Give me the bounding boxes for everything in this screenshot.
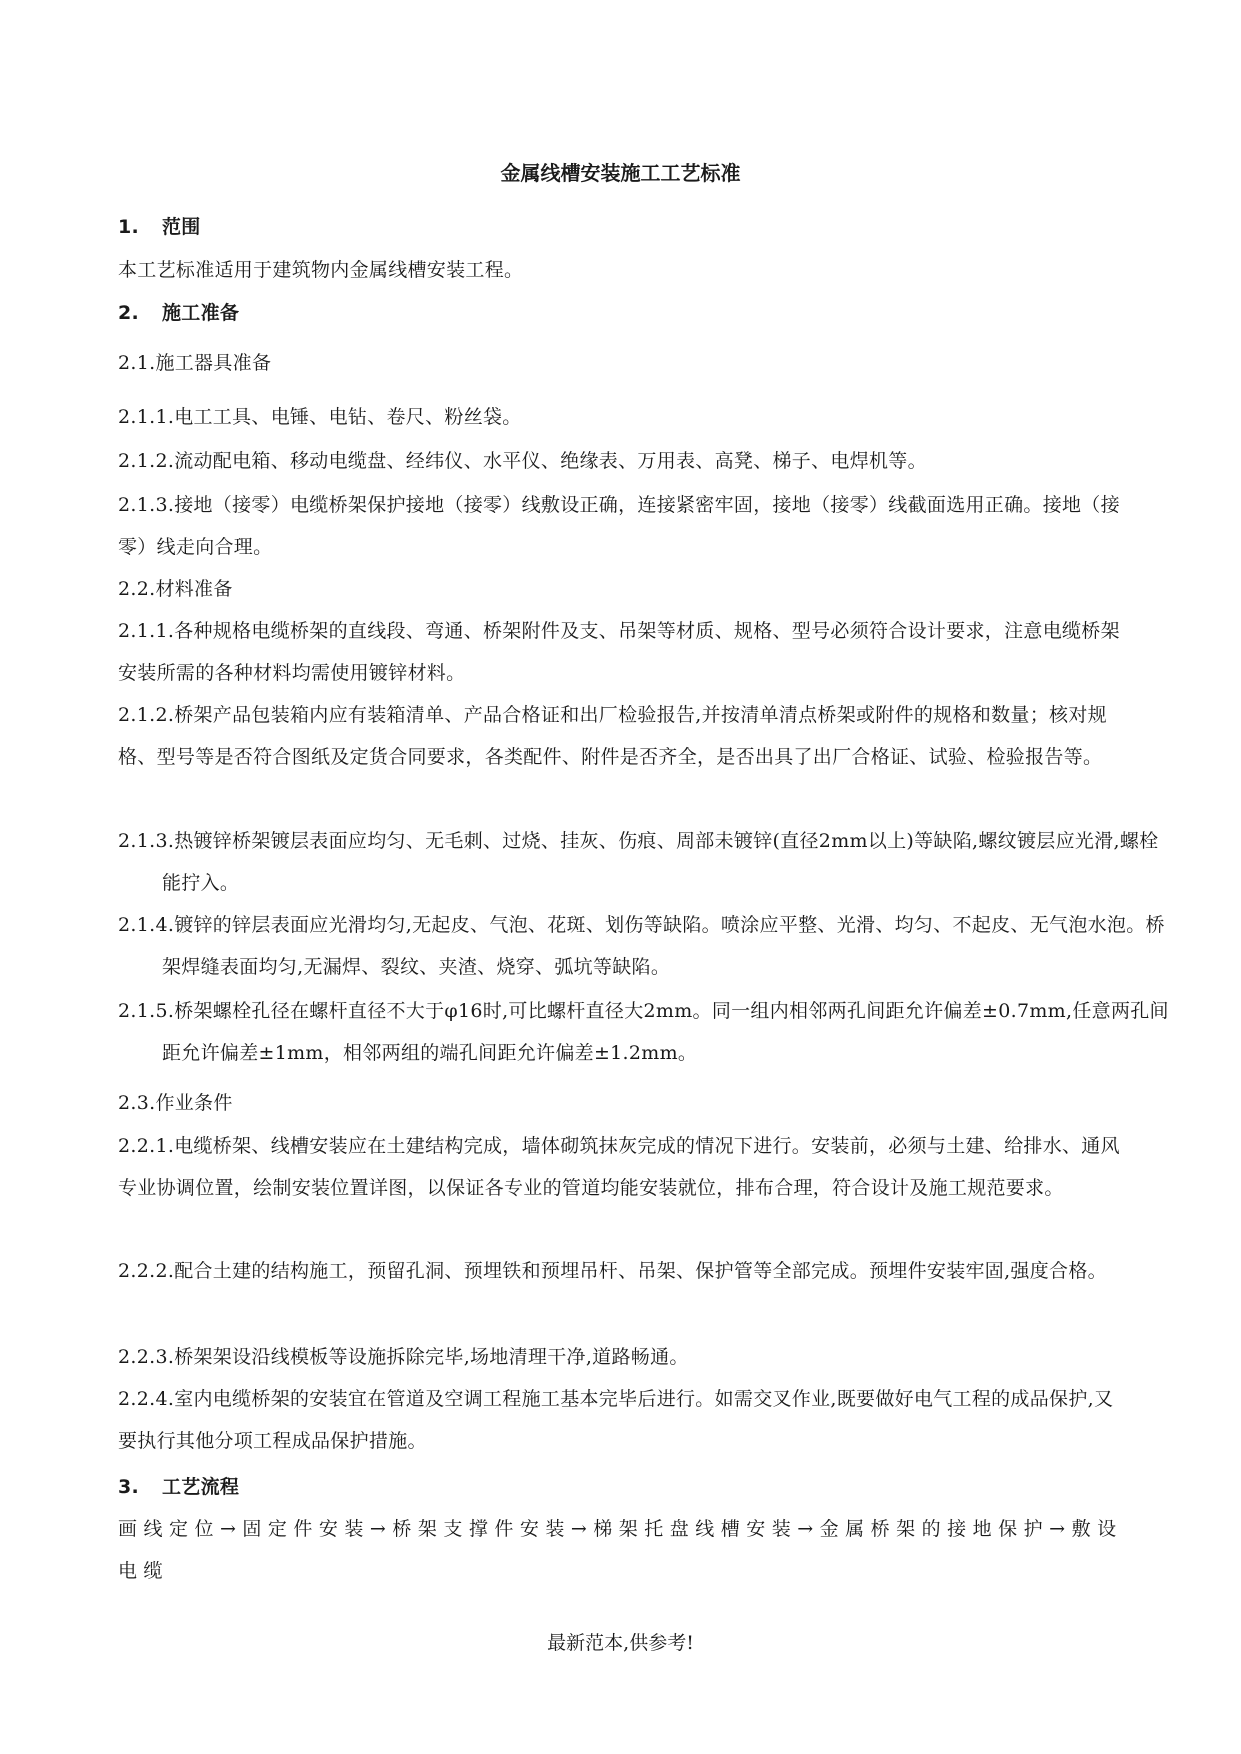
- list-item: [118, 1250, 1126, 1292]
- document-title: 金属线槽安装施工工艺标准: [500, 161, 741, 185]
- list-item: [118, 610, 1126, 694]
- subsection-2-2-title: 2.2.材料准备: [118, 578, 233, 600]
- subsection-2-3-title: 2.3.作业条件: [118, 1092, 233, 1114]
- item-number: 2.1.1.: [118, 620, 175, 642]
- item-number: 2.1.4.: [118, 914, 175, 936]
- item-number: 2.1.3.: [118, 494, 175, 516]
- item-number: 2.1.1.: [118, 406, 175, 428]
- item-text: 热镀锌桥架镀层表面应均匀、无毛刺、过烧、挂灰、伤痕、周部未镀锌(直径2mm以上)等缺陷,螺纹镀层应光滑,螺栓能拧入。: [162, 830, 1159, 894]
- section-1-text: 本工艺标准适用于建筑物内金属线槽安装工程。: [118, 259, 524, 281]
- section-number: 2.: [118, 302, 140, 324]
- item-number: 2.2.2.: [118, 1260, 175, 1282]
- item-text: 镀锌的锌层表面应光滑均匀,无起皮、气泡、花斑、划伤等缺陷。喷涂应平整、光滑、均匀、不起皮、无气泡水泡。桥架焊缝表面均匀,无漏焊、裂纹、夹渣、烧穿、弧坑等缺陷。: [162, 914, 1165, 978]
- item-text: 各种规格电缆桥架的直线段、弯通、桥架附件及支、吊架等材质、规格、型号必须符合设计要求，注意电缆桥架安装所需的各种材料均需使用镀锌材料。: [118, 620, 1120, 684]
- item-number: 2.2.4.: [118, 1388, 175, 1410]
- section-title: 施工准备: [162, 302, 240, 324]
- list-item: [118, 396, 1126, 438]
- item-number: 2.2.1.: [118, 1135, 175, 1157]
- item-text: 桥架架设沿线模板等设施拆除完毕,场地清理干净,道路畅通。: [174, 1346, 689, 1368]
- list-item: [118, 990, 1170, 1074]
- item-text: 流动配电箱、移动电缆盘、经纬仪、水平仪、绝缘表、万用表、高凳、梯子、电焊机等。: [174, 450, 927, 472]
- section-3-heading: [118, 1466, 1126, 1508]
- subsection-2-1-title: 2.1.施工器具准备: [118, 352, 272, 374]
- list-item: [118, 484, 1126, 568]
- list-item: [118, 440, 1126, 482]
- item-text: 桥架螺栓孔径在螺杆直径不大于φ16时,可比螺杆直径大2mm。同一组内相邻两孔间距允许偏差±0.7mm,任意两孔间距允许偏差±1mm，相邻两组的端孔间距允许偏差±1.2mm。: [162, 1000, 1169, 1064]
- item-text: 电缆桥架、线槽安装应在土建结构完成，墙体砌筑抹灰完成的情况下进行。安装前，必须与土建、给排水、通风专业协调位置，绘制安装位置详图，以保证各专业的管道均能安装就位，排布合理，符合设计及施工规范要求。: [118, 1135, 1120, 1199]
- item-number: 2.1.5.: [118, 1000, 175, 1022]
- item-text: 桥架产品包装箱内应有装箱清单、产品合格证和出厂检验报告,并按清单清点桥架或附件的规格和数量；核对规格、型号等是否符合图纸及定货合同要求，各类配件、附件是否齐全，是否出具了出厂合格证、试验、检验报告等。: [118, 704, 1107, 768]
- item-number: 2.1.3.: [118, 830, 175, 852]
- item-number: 2.1.2.: [118, 450, 175, 472]
- list-item: [118, 820, 1170, 904]
- list-item: [118, 1378, 1126, 1462]
- section-2-heading: [118, 292, 1126, 334]
- section-title: 范围: [162, 216, 201, 238]
- item-text: 电工工具、电锤、电钻、卷尺、粉丝袋。: [174, 406, 522, 428]
- section-1-heading: [118, 206, 1126, 248]
- list-item: [118, 1125, 1126, 1209]
- page-footer: 最新范本,供参考!: [547, 1632, 694, 1654]
- item-number: 2.2.3.: [118, 1346, 175, 1368]
- item-text: 配合土建的结构施工，预留孔洞、预埋铁和预埋吊杆、吊架、保护管等全部完成。预埋件安装牢固,强度合格。: [174, 1260, 1107, 1282]
- process-flow: 画线定位→固定件安装→桥架支撑件安装→梯架托盘线槽安装→金属桥架的接地保护→敷设电缆: [118, 1518, 1123, 1582]
- list-item: [118, 694, 1126, 778]
- item-text: 室内电缆桥架的安装宜在管道及空调工程施工基本完毕后进行。如需交叉作业,既要做好电气工程的成品保护,又要执行其他分项工程成品保护措施。: [118, 1388, 1114, 1452]
- list-item: [118, 904, 1170, 988]
- item-text: 接地（接零）电缆桥架保护接地（接零）线敷设正确，连接紧密牢固，接地（接零）线截面选用正确。接地（接零）线走向合理。: [118, 494, 1120, 558]
- section-number: 3.: [118, 1476, 140, 1498]
- item-number: 2.1.2.: [118, 704, 175, 726]
- section-title: 工艺流程: [162, 1476, 240, 1498]
- section-number: 1.: [118, 216, 140, 238]
- list-item: [118, 1336, 1126, 1378]
